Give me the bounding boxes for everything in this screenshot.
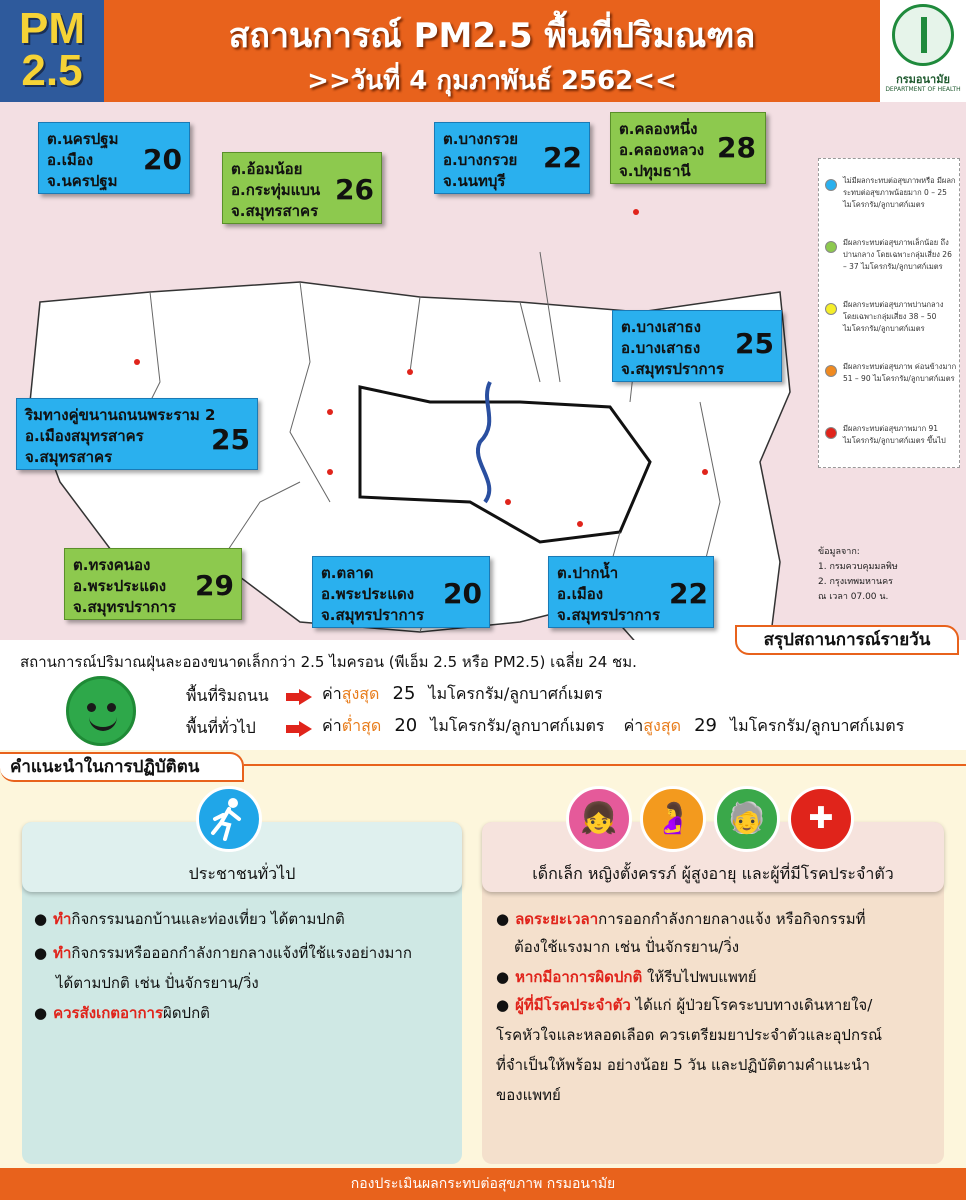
station-value: 22 bbox=[543, 141, 582, 174]
source-title: ข้อมูลจาก: bbox=[818, 547, 860, 557]
station-subdistrict: ต.คลองหนึ่ง bbox=[619, 120, 698, 138]
risk-advice-item: ● ลดระยะเวลาการออกกำลังกายกลางแจ้ง หรือกิจกรรมที่ bbox=[496, 910, 866, 928]
legend-dot-yellow bbox=[825, 303, 837, 315]
min-prefix: ค่า bbox=[322, 716, 342, 735]
station-subdistrict: ต.ปากน้ำ bbox=[557, 564, 619, 582]
roadside-max-value: 25 bbox=[392, 683, 416, 704]
station-subdistrict: ต.ทรงคนอง bbox=[73, 556, 151, 574]
risk-advice-item: ● หากมีอาการผิดปกติ ให้รีบไปพบแพทย์ bbox=[496, 968, 757, 986]
general-advice-item: ● ทำกิจกรรมหรือออกกำลังกายกลางแจ้งที่ใช้แรงอย่างมาก bbox=[34, 944, 412, 962]
general-max-value: 29 bbox=[694, 715, 718, 736]
general-advice-item: ● ควรสังเกตอาการผิดปกติ bbox=[34, 1004, 210, 1022]
pregnant-woman-icon: 🤰 bbox=[640, 786, 706, 852]
general-public-title: ประชาชนทั่วไป bbox=[188, 864, 296, 883]
station-district: อ.เมือง bbox=[557, 585, 604, 603]
max-word: สูงสุด bbox=[643, 716, 682, 735]
legend-text: มีผลกระทบต่อสุขภาพมาก 91 ไมโครกรัม/ลูกบาศก์เมตร ขึ้นไป bbox=[843, 424, 946, 445]
station-district: อ.บางกรวย bbox=[443, 151, 518, 169]
legend-dot-red bbox=[825, 427, 837, 439]
risk-group-title: เด็กเล็ก หญิงตั้งครรภ์ ผู้สูงอายุ และผู้ที่มีโรคประจำตัว bbox=[532, 864, 894, 883]
station-district: อ.เมือง bbox=[47, 151, 94, 169]
station-box-bang-kruai bbox=[434, 122, 590, 194]
max-prefix: ค่า bbox=[623, 716, 644, 735]
station-value: 22 bbox=[669, 577, 708, 610]
source-time: ณ เวลา 07.00 น. bbox=[818, 592, 889, 602]
report-date: >>วันที่ 4 กุมภาพันธ์ 2562<< bbox=[307, 66, 677, 96]
unit-label: ไมโครกรัม/ลูกบาศก์เมตร bbox=[430, 716, 605, 735]
source-item: 1. กรมควบคุมมลพิษ bbox=[818, 562, 898, 572]
legend-text: มีผลกระทบต่อสุขภาพ ค่อนข้างมาก 51 – 90 ไมโครกรัม/ลูกบาศก์เมตร bbox=[843, 362, 957, 383]
smiley-eye bbox=[87, 703, 96, 712]
legend-text: ไม่มีผลกระทบต่อสุขภาพหรือ มีผลกระทบต่อสุขภาพน้อยมาก 0 – 25 ไมโครกรัม/ลูกบาศก์เมตร bbox=[843, 176, 956, 209]
station-province: จ.สมุทรปราการ bbox=[321, 606, 425, 624]
risk-advice-item-cont: ของแพทย์ bbox=[496, 1086, 561, 1104]
station-subdistrict: ต.บางเสาธง bbox=[621, 318, 701, 336]
summary-description: สถานการณ์ปริมาณฝุ่นละอองขนาดเล็กกว่า 2.5 ไมครอน (พีเอ็ม 2.5 หรือ PM2.5) เฉลี่ย 24 ชม. bbox=[20, 653, 637, 671]
general-range-row bbox=[322, 714, 904, 739]
risk-advice-item-cont: ที่จำเป็นให้พร้อม อย่างน้อย 5 วัน และปฏิบัติตามคำแนะนำ bbox=[496, 1056, 870, 1074]
station-box-talat bbox=[312, 556, 490, 628]
max-prefix: ค่า bbox=[322, 684, 342, 703]
footer-credit: กองประเมินผลกระทบต่อสุขภาพ กรมอนามัย bbox=[0, 1168, 966, 1200]
station-box-om-noi bbox=[222, 152, 382, 224]
station-value: 25 bbox=[211, 423, 250, 456]
child-icon: 👧 bbox=[566, 786, 632, 852]
station-subdistrict: ต.ตลาด bbox=[321, 564, 374, 582]
legend-text: มีผลกระทบต่อสุขภาพปานกลาง โดยเฉพาะกลุ่มเสี่ยง 38 – 50 ไมโครกรัม/ลูกบาศก์เมตร bbox=[843, 300, 944, 333]
station-province: จ.สมุทรปราการ bbox=[557, 606, 661, 624]
station-district: อ.บางเสาธง bbox=[621, 339, 701, 357]
advice-divider bbox=[244, 764, 966, 766]
general-area-label: พื้นที่ทั่วไป bbox=[186, 718, 256, 737]
station-box-khlong-nueng bbox=[610, 112, 766, 184]
station-value: 26 bbox=[335, 173, 374, 206]
advice-tag: คำแนะนำในการปฏิบัติตน bbox=[0, 752, 244, 782]
station-value: 28 bbox=[717, 131, 756, 164]
legend-text: มีผลกระทบต่อสุขภาพเล็กน้อย ถึงปานกลาง โดยเฉพาะกลุ่มเสี่ยง 26 – 37 ไมโครกรัม/ลูกบาศก์เมตร bbox=[843, 238, 952, 271]
smiley-eye bbox=[107, 703, 116, 712]
smiley-mouth bbox=[89, 717, 117, 731]
roadside-label: พื้นที่ริมถนน bbox=[186, 686, 269, 705]
arrow-right-icon bbox=[286, 690, 312, 704]
legend-dot-green bbox=[825, 241, 837, 253]
station-box-nakhon-pathom bbox=[38, 122, 190, 194]
general-advice-item: ● ทำกิจกรรมนอกบ้านและท่องเที่ยว ได้ตามปกติ bbox=[34, 910, 345, 928]
station-box-bang-sao-thong bbox=[612, 310, 782, 382]
station-province: จ.สมุทรสาคร bbox=[25, 448, 113, 466]
station-value: 25 bbox=[735, 327, 774, 360]
pm25-logo bbox=[0, 0, 104, 102]
station-province: จ.ปทุมธานี bbox=[619, 162, 691, 180]
station-value: 20 bbox=[443, 577, 482, 610]
min-word: ต่ำสุด bbox=[341, 716, 382, 735]
risk-advice-item-cont: ต้องใช้แรงมาก เช่น ปั่นจักรยาน/วิ่ง bbox=[514, 938, 740, 956]
station-value: 29 bbox=[195, 569, 234, 602]
ministry-label: กรมอนามัย bbox=[896, 73, 950, 86]
station-district: อ.คลองหลวง bbox=[619, 141, 705, 159]
aqi-legend bbox=[818, 158, 960, 468]
arrow-right-icon bbox=[286, 722, 312, 736]
station-province: จ.นนทบุรี bbox=[443, 172, 506, 190]
station-province: จ.สมุทรปราการ bbox=[73, 598, 177, 616]
risk-advice-item: ● ผู้ที่มีโรคประจำตัว ได้แก่ ผู้ป่วยโรคระบบทางเดินหายใจ/ bbox=[496, 996, 873, 1014]
elderly-person-icon: 🧓 bbox=[714, 786, 780, 852]
station-province: จ.นครปฐม bbox=[47, 172, 118, 190]
station-district: อ.พระประแดง bbox=[321, 585, 415, 603]
pm25-logo-bottom: 2.5 bbox=[21, 46, 83, 95]
station-subdistrict: ริมทางคู่ขนานถนนพระราม 2 bbox=[25, 406, 216, 424]
roadside-max-row bbox=[322, 682, 603, 707]
smiley-face-icon bbox=[66, 676, 136, 746]
ministry-seal-icon bbox=[892, 4, 954, 66]
legend-dot-orange bbox=[825, 365, 837, 377]
summary-tag: สรุปสถานการณ์รายวัน bbox=[735, 625, 959, 655]
general-min-value: 20 bbox=[394, 715, 418, 736]
risk-advice-item-cont: โรคหัวใจและหลอดเลือด ควรเตรียมยาประจำตัวและอุปกรณ์ bbox=[496, 1026, 882, 1044]
station-subdistrict: ต.บางกรวย bbox=[443, 130, 519, 148]
station-value: 20 bbox=[143, 143, 182, 176]
station-box-pak-nam bbox=[548, 556, 714, 628]
source-item: 2. กรุงเทพมหานคร bbox=[818, 577, 893, 587]
station-box-rama2 bbox=[16, 398, 258, 470]
general-advice-item-cont: ได้ตามปกติ เช่น ปั่นจักรยาน/วิ่ง bbox=[56, 974, 259, 992]
station-province: จ.สมุทรปราการ bbox=[621, 360, 725, 378]
station-district: อ.พระประแดง bbox=[73, 577, 167, 595]
station-district: อ.เมืองสมุทรสาคร bbox=[25, 427, 144, 445]
ministry-sub-label: DEPARTMENT OF HEALTH bbox=[885, 86, 961, 93]
unit-label: ไมโครกรัม/ลูกบาศก์เมตร bbox=[730, 716, 905, 735]
station-province: จ.สมุทรสาคร bbox=[231, 202, 319, 220]
station-box-song-khanong bbox=[64, 548, 242, 620]
station-subdistrict: ต.นครปฐม bbox=[47, 130, 119, 148]
max-word: สูงสุด bbox=[341, 684, 380, 703]
patient-icon: ✚ bbox=[788, 786, 854, 852]
station-district: อ.กระทุ่มแบน bbox=[231, 181, 321, 199]
ministry-logo bbox=[880, 0, 966, 102]
data-source bbox=[818, 545, 958, 605]
station-subdistrict: ต.อ้อมน้อย bbox=[231, 160, 303, 178]
running-person-icon bbox=[196, 786, 262, 852]
legend-dot-blue bbox=[825, 179, 837, 191]
pm25-logo-top: PM bbox=[19, 4, 85, 53]
unit-label: ไมโครกรัม/ลูกบาศก์เมตร bbox=[428, 684, 603, 703]
page-title: สถานการณ์ PM2.5 พื้นที่ปริมณฑล bbox=[228, 16, 756, 56]
